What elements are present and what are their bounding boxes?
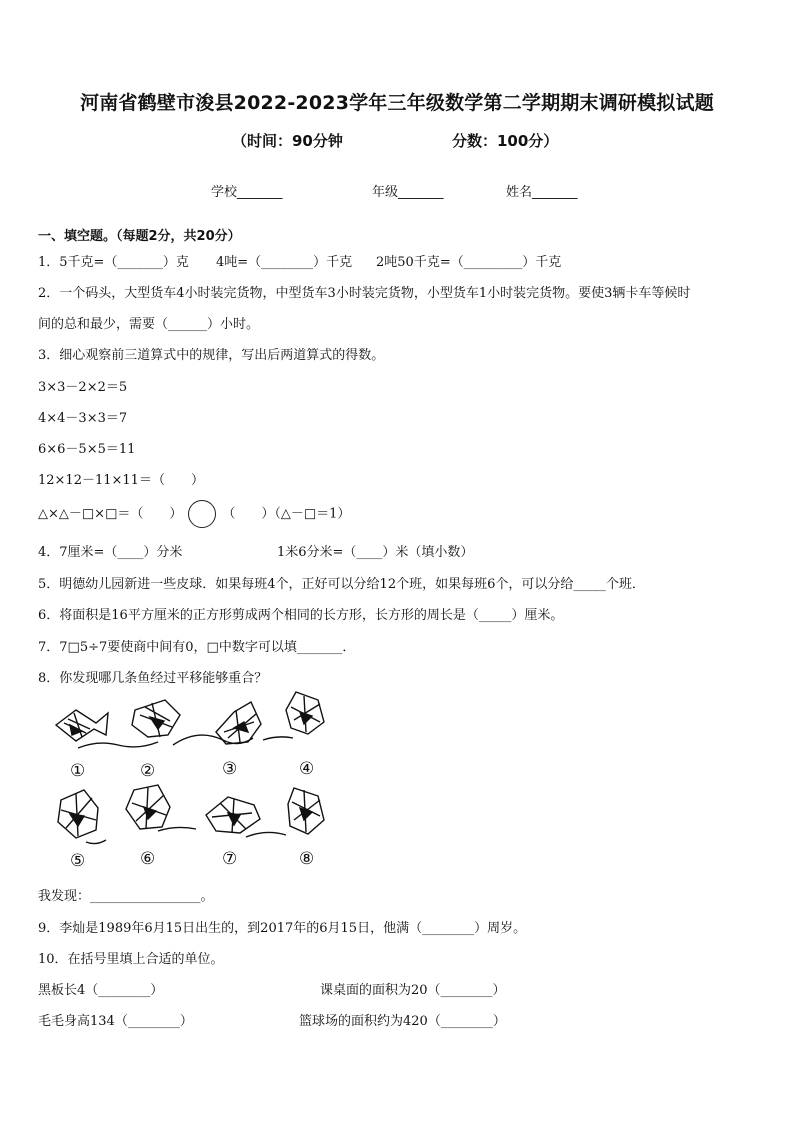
exam-score: 分数：100分） (452, 132, 559, 150)
q3-eq-1: 3×3－2×2＝5 (38, 380, 128, 395)
q1-part-c: 2吨50千克=（_________）千克 (376, 255, 562, 270)
grade-field[interactable]: 年级_______ (372, 185, 444, 200)
q3-eq-5 (38, 500, 350, 528)
wave-line (78, 742, 158, 748)
q3-intro: 3．细心观察前三道算式中的规律，写出后两道算式的得数。 (38, 348, 385, 363)
fish-icon (288, 788, 324, 834)
q1-part-a: 1．5千克=（_______）克 (38, 255, 189, 270)
school-field[interactable]: 学校_______ (211, 185, 283, 200)
fish-icon (206, 797, 286, 837)
q3-eq-4: 12×12－11×11＝（ ） (38, 473, 204, 488)
q3-eq-5-right: （ ）（△－□＝1） (222, 506, 351, 522)
q10-text: 10．在括号里填上合适的单位。 (38, 952, 224, 967)
q1-part-b: 4吨=（________）千克 (216, 255, 353, 270)
q10-part-a: 黑板长4（________） (38, 983, 164, 998)
q10-part-b: 课桌面的面积为20（________） (320, 983, 506, 998)
q3-eq-2: 4×4－3×3＝7 (38, 411, 128, 426)
fish-label-8: ⑧ (299, 849, 315, 869)
fish-icon (56, 710, 108, 741)
fish-icon (126, 785, 196, 831)
q9: 9．李灿是1989年6月15日出生的，到2017年的6月15日，他满（________）周岁。 (38, 921, 527, 936)
q10-part-c: 毛毛身高134（________） (38, 1014, 193, 1029)
q4-part-b: 1米6分米=（____）米（填小数） (277, 545, 474, 560)
fish-label-2: ② (140, 761, 156, 781)
fish-label-1: ① (70, 761, 86, 781)
fish-figure (38, 690, 338, 875)
fish-icon (286, 692, 324, 734)
fish-icon (216, 702, 261, 744)
q3-eq-5-left: △×△－□×□＝（ ） (38, 506, 183, 522)
q6: 6．将面积是16平方厘米的正方形剪成两个相同的长方形，长方形的周长是（_____）厘米。 (38, 608, 564, 623)
q3-eq-3: 6×6－5×5＝11 (38, 442, 136, 457)
q2-line-1: 2．一个码头，大型货车4小时装完货物，中型货车3小时装完货物，小型货车1小时装完货物。要使3辆卡车等候时 (38, 286, 691, 301)
fish-icon (58, 790, 106, 844)
fish-label-3: ③ (222, 759, 238, 779)
name-field[interactable]: 姓名_______ (506, 185, 578, 200)
fish-icon (132, 700, 180, 737)
q8-text: 8．你发现哪几条鱼经过平移能够重合？ (38, 671, 268, 686)
operator-circle-blank[interactable] (188, 500, 216, 528)
q10-part-d: 篮球场的面积约为420（________） (299, 1014, 506, 1029)
wave-line (263, 737, 293, 740)
wave-line (173, 735, 253, 745)
q2-line-2: 间的总和最少，需要（______）小时。 (38, 317, 260, 332)
fish-label-5: ⑤ (70, 851, 86, 871)
section-heading: 一、填空题。（每题2分，共20分） (38, 229, 241, 244)
fish-label-7: ⑦ (222, 849, 238, 869)
fish-label-6: ⑥ (140, 849, 156, 869)
exam-time: （时间：90分钟 (232, 132, 343, 150)
q4-part-a: 4．7厘米=（____）分米 (38, 545, 183, 560)
page-title: 河南省鹤壁市浚县2022-2023学年三年级数学第二学期期末调研模拟试题 (80, 92, 714, 114)
q5: 5．明德幼儿园新进一些皮球．如果每班4个，正好可以分给12个班，如果每班6个，可以分给_____个班． (38, 577, 645, 592)
fish-label-4: ④ (299, 759, 315, 779)
q8-answer[interactable]: 我发现：_________________。 (38, 889, 214, 904)
q7: 7．7□5÷7要使商中间有0，□中数字可以填_______． (38, 640, 356, 655)
